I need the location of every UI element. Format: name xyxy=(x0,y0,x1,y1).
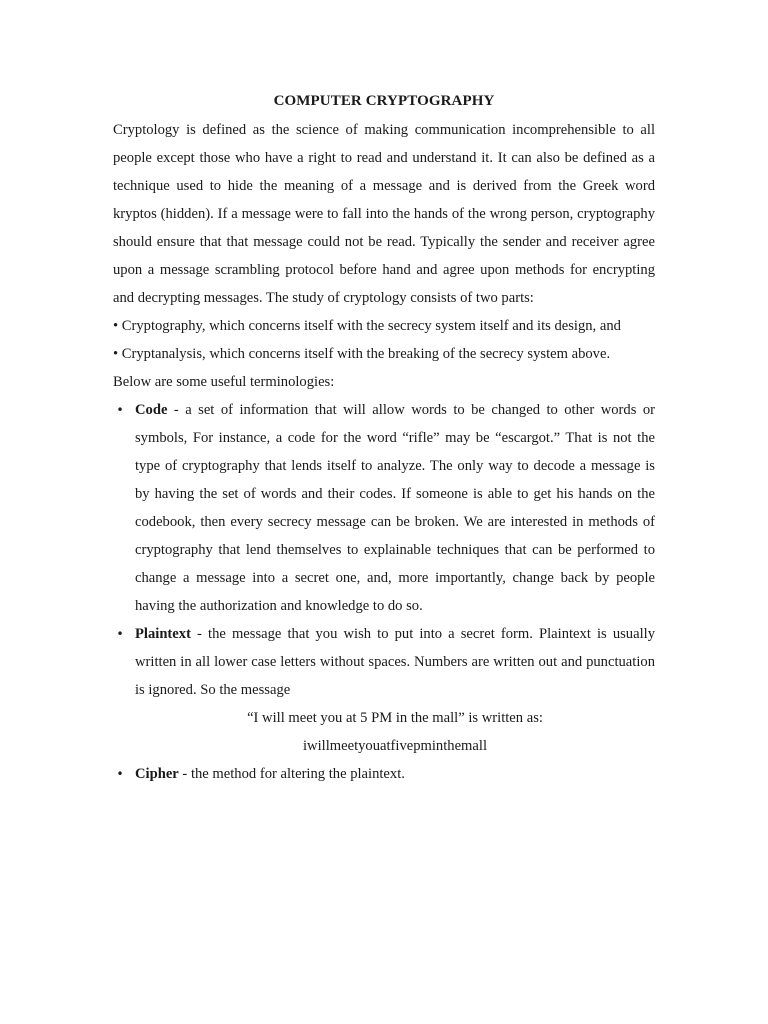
list-item-cipher xyxy=(113,760,655,788)
part-cryptography: • Cryptography, which concerns itself with the secrecy system itself and its design, and xyxy=(113,318,621,334)
term-label: Plaintext xyxy=(135,626,191,642)
list-item-plaintext xyxy=(113,620,655,760)
intro-paragraph: Cryptology is defined as the science of making communication incomprehensible to all people except those who have a right to read and understand it. It can also be defined as a technique used to hide the meaning of a message and is derived from the Greek word kryptos (hidden). If a message were to fall into the hands of the wrong person, cryptography should ensure that that message could not be read. Typically the sender and receiver agree upon a message scrambling protocol before hand and agree upon methods for encrypting and decrypting messages. The study of cryptology consists of two parts: xyxy=(113,122,655,306)
term-definition: - a set of information that will allow words to be changed to other words or symbols, For instance, a code for the word “rifle” may be “escargot.” That is not the type of cryptography that lends itself to analyze. The only way to decode a message is by having the set of words and their codes. If someone is able to get his hands on the codebook, then every secrecy message can be broken. We are interested in methods of cryptography that lend themselves to explainable techniques that can be performed to change a message into a secret one, and, more importantly, change back by people having the authorization and knowledge to do so. xyxy=(135,402,655,614)
term-label: Code xyxy=(135,402,168,418)
example-sentence: “I will meet you at 5 PM in the mall” is written as: xyxy=(247,710,543,726)
term-paragraph xyxy=(135,760,655,788)
term-definition: - the method for altering the plaintext. xyxy=(178,766,405,782)
bullet-marker: • xyxy=(116,403,124,417)
document-page xyxy=(113,88,655,788)
bullet-marker: • xyxy=(116,627,124,641)
example-result: iwillmeetyouatfivepminthemall xyxy=(303,738,487,754)
document-title: COMPUTER CRYPTOGRAPHY xyxy=(273,93,495,109)
term-paragraph xyxy=(135,620,655,704)
term-definition: - the message that you wish to put into a secret form. Plaintext is usually written in all lower case letters without spaces. Numbers are written out and punctuation is ignored. So the message xyxy=(135,626,655,698)
terminology-list xyxy=(113,396,655,788)
bullet-marker: • xyxy=(116,767,124,781)
part-cryptanalysis: • Cryptanalysis, which concerns itself with the breaking of the secrecy system above. xyxy=(113,346,611,362)
term-label: Cipher xyxy=(135,766,179,782)
terminology-intro: Below are some useful terminologies: xyxy=(113,374,335,390)
list-item-code xyxy=(113,396,655,620)
term-paragraph xyxy=(135,396,655,620)
